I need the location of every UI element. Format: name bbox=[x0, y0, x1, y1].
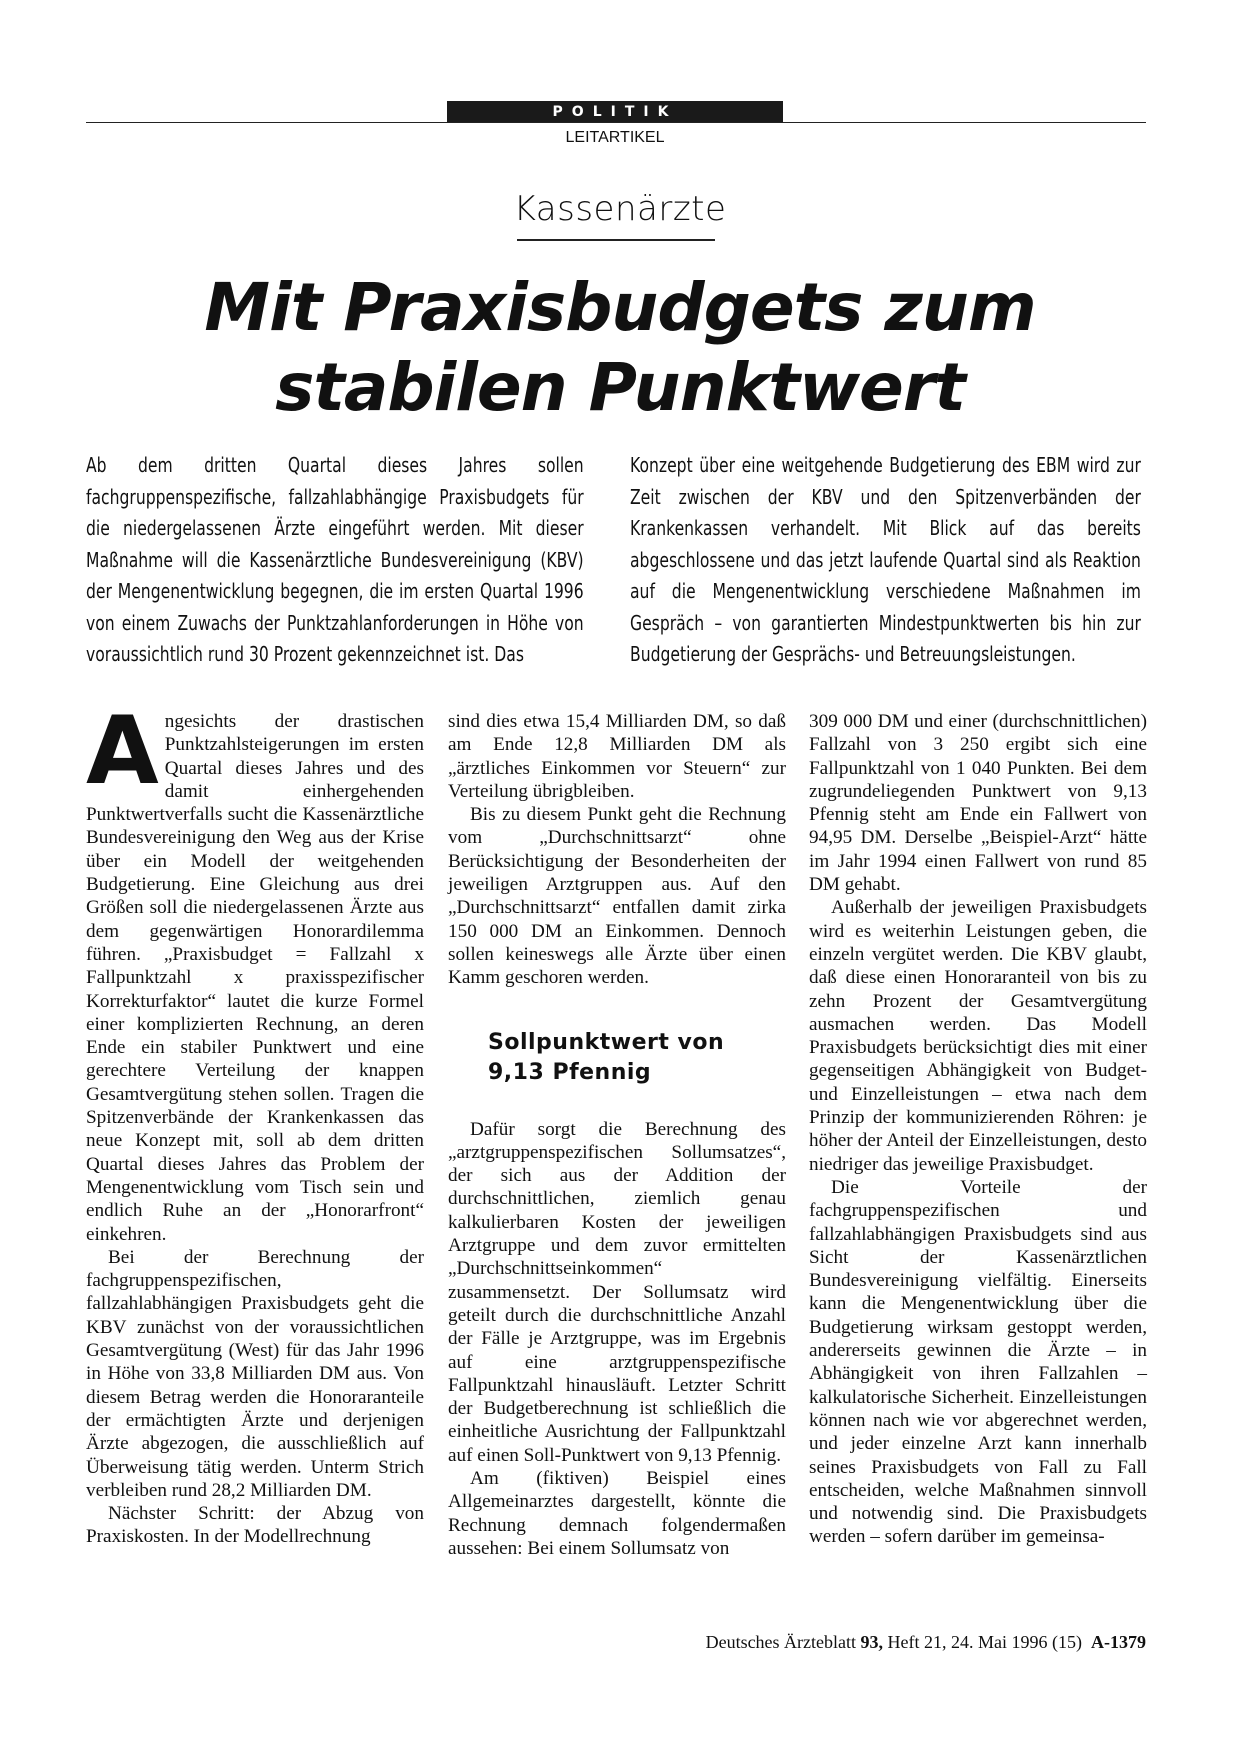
headline bbox=[100, 268, 1140, 428]
volume-number: 93, bbox=[860, 1632, 884, 1652]
lead-paragraph-right: Konzept über eine weitgehende Budgetierung des EBM wird zur Zeit zwischen der KBV und den Spitzenverbänden der Krankenkassen verhandelt. Mit Blick auf das bereits abgeschlossene und das jetzt laufende Quartal sind als Reaktion auf die Mengenentwicklung verschiedene Maßnahmen im Gespräch – von garantierten Mindestpunktwerten bis hin zur Budgetierung der Gesprächs- und Betreuungsleistungen. bbox=[630, 453, 1141, 666]
page-number: A-1379 bbox=[1091, 1632, 1146, 1652]
body-paragraph bbox=[86, 697, 424, 1246]
body-paragraph: Außerhalb der jeweiligen Praxisbudgets wird es weiterhin Leistungen geben, die einzeln vergütet werden. Die KBV glaubt, daß diese einen Honoraranteil von bis zu zehn Prozent der Gesamtvergütung ausmachen werden. Das Modell Praxisbudgets berücksichtigt dies mit einer gegenseitigen Abhängigkeit von Budget- und Einzelleistungen – etwa nach dem Prinzip der kommunizierenden Röhren: je höher der Anteil der Einzelleistungen, desto niedriger das jeweilige Praxisbudget. bbox=[809, 897, 1147, 1175]
subsection-label: LEITARTIKEL bbox=[565, 129, 665, 146]
body-paragraph: Nächster Schritt: der Abzug von Praxiskosten. In der Modellrechnung bbox=[86, 1503, 424, 1548]
body-column-2 bbox=[448, 710, 786, 1560]
headline-line-1: Mit Praxisbudgets zum bbox=[204, 269, 1036, 346]
header-rule bbox=[86, 122, 1146, 123]
section-label: POLITIK bbox=[447, 101, 783, 123]
body-paragraph: Bis zu diesem Punkt geht die Rechnung vom „Durchschnittsarzt“ ohne Berücksichtigung der Besonderheiten der jeweiligen Arztgruppen aus. Auf den „Durchschnittsarzt“ entfallen damit zirka 150 000 DM an Einkommen. Dennoch sollen keineswegs alle Ärzte über einen Kamm geschoren werden. bbox=[448, 804, 786, 989]
body-paragraph: sind dies etwa 15,4 Milliarden DM, so daß am Ende 12,8 Milliarden DM als „ärztliches Einkommen vor Steuern“ zur Verteilung übrigbleiben. bbox=[448, 711, 786, 802]
paragraph-text: ngesichts der drastischen Punktzahlsteigerungen im ersten Quartal dieses Jahres und des damit einhergehenden Punktwertverfalls sucht die Kassenärztliche Bundesvereinigung den Weg aus der Krise über ein Modell der weitgehenden Budgetierung. Eine Gleichung aus drei Größen soll die niedergelassenen Ärzte aus dem gegenwärtigen Honorardilemma führen. „Praxisbudget = Fallzahl x Fallpunktzahl x praxisspezifischer Korrekturfaktor“ lautet die kurze Formel einer komplizierten Rechnung, an deren Ende ein stabiler Punktwert und eine gerechtere Verteilung der knappen Gesamtvergütung stehen sollen. Tragen die Spitzenverbände der Krankenkassen das neue Konzept mit, soll ab dem dritten Quartal dieses Jahres das Problem der Mengenentwicklung vom Tisch sein und endlich Ruhe an der „Honorarfront“ einkehren. bbox=[86, 711, 424, 1245]
page-footer bbox=[600, 1632, 1146, 1653]
body-column-3 bbox=[809, 710, 1147, 1549]
drop-cap: A bbox=[86, 697, 159, 806]
lead-paragraph-left: Ab dem dritten Quartal dieses Jahres sollen fachgruppenspezifische, fallzahlabhängige Praxisbudgets für die niedergelassenen Ärzte eingeführt werden. Mit dieser Maßnahme will die Kassenärztliche Bundesvereinigung (KBV) der Mengenentwicklung begegnen, die im ersten Quartal 1996 von einem Zuwachs der Punktzahlanforderungen in Höhe von voraussichtlich rund 30 Prozent gekennzeichnet ist. Das bbox=[86, 453, 584, 666]
body-paragraph: Die Vorteile der fachgruppenspezifischen und fallzahlabhängigen Praxisbudgets sind aus Sicht der Kassenärztlichen Bundesvereinigung vielfältig. Einerseits kann die Mengenentwicklung über die Budgetierung wirksam gestoppt werden, andererseits gewinnen die Ärzte – in Abhängigkeit von ihren Fallzahlen – kalkulatorische Sicherheit. Einzelleistungen können nach wie vor abgerechnet werden, und jeder einzelne Arzt kann innerhalb seines Praxisbudgets von Fall zu Fall entscheiden, welche Maßnahmen sinnvoll und notwendig sind. Die Praxisbudgets werden – sofern darüber im gemeinsa- bbox=[809, 1176, 1147, 1548]
kicker: Kassenärzte bbox=[513, 189, 727, 229]
body-paragraph: Bei der Berechnung der fachgruppenspezifischen, fallzahlabhängigen Praxisbudgets geht die KBV zunächst von der voraussichtlichen Gesamtvergütung (West) für das Jahr 1996 in Höhe von 33,8 Milliarden DM aus. Von diesem Betrag werden die Honoraranteile der ermächtigten Ärzte und derjenigen Ärzte abgezogen, die ausschließlich auf Überweisung tätig werden. Unterm Strich verbleiben rund 28,2 Milliarden DM. bbox=[86, 1246, 424, 1501]
body-column-1 bbox=[86, 697, 424, 1549]
journal-name: Deutsches Ärzteblatt bbox=[705, 1632, 857, 1652]
issue-info: Heft 21, 24. Mai 1996 (15) bbox=[887, 1632, 1082, 1652]
kicker-rule bbox=[517, 239, 715, 241]
subheading: Sollpunktwert von 9,13 Pfennig bbox=[488, 1029, 725, 1085]
body-paragraph: Dafür sorgt die Berechnung des „arztgruppenspezifischen Sollumsatzes“, der sich aus der Addition der durchschnittlichen, ziemlich genau kalkulierbaren Kosten der jeweiligen Arztgruppe und dem zuvor ermittelten „Durchschnittseinkommen“ zusammensetzt. Der Sollumsatz wird geteilt durch die durchschnittliche Anzahl der Fälle je Arztgruppe, was im Ergebnis auf eine arztgruppenspezifische Fallpunktzahl hinausläuft. Letzter Schritt der Budgetberechnung ist schließlich die einheitliche Ausrichtung der Fallpunktzahl auf einen Soll-Punktwert von 9,13 Pfennig. bbox=[448, 1118, 786, 1466]
body-paragraph: 309 000 DM und einer (durchschnittlichen) Fallzahl von 3 250 ergibt sich eine Fallpunktzahl von 1 040 Punkten. Bei dem zugrundeliegenden Punktwert von 9,13 Pfennig steht am Ende ein Fallwert von 94,95 DM. Derselbe „Beispiel-Arzt“ hätte im Jahr 1994 einen Fallwert von rund 85 DM gehabt. bbox=[809, 711, 1147, 896]
body-paragraph: Am (fiktiven) Beispiel eines Allgemeinarztes dargestellt, könnte die Rechnung demnach folgendermaßen aussehen: Bei einem Sollumsatz von bbox=[448, 1468, 786, 1559]
headline-line-2: stabilen Punktwert bbox=[275, 349, 965, 426]
